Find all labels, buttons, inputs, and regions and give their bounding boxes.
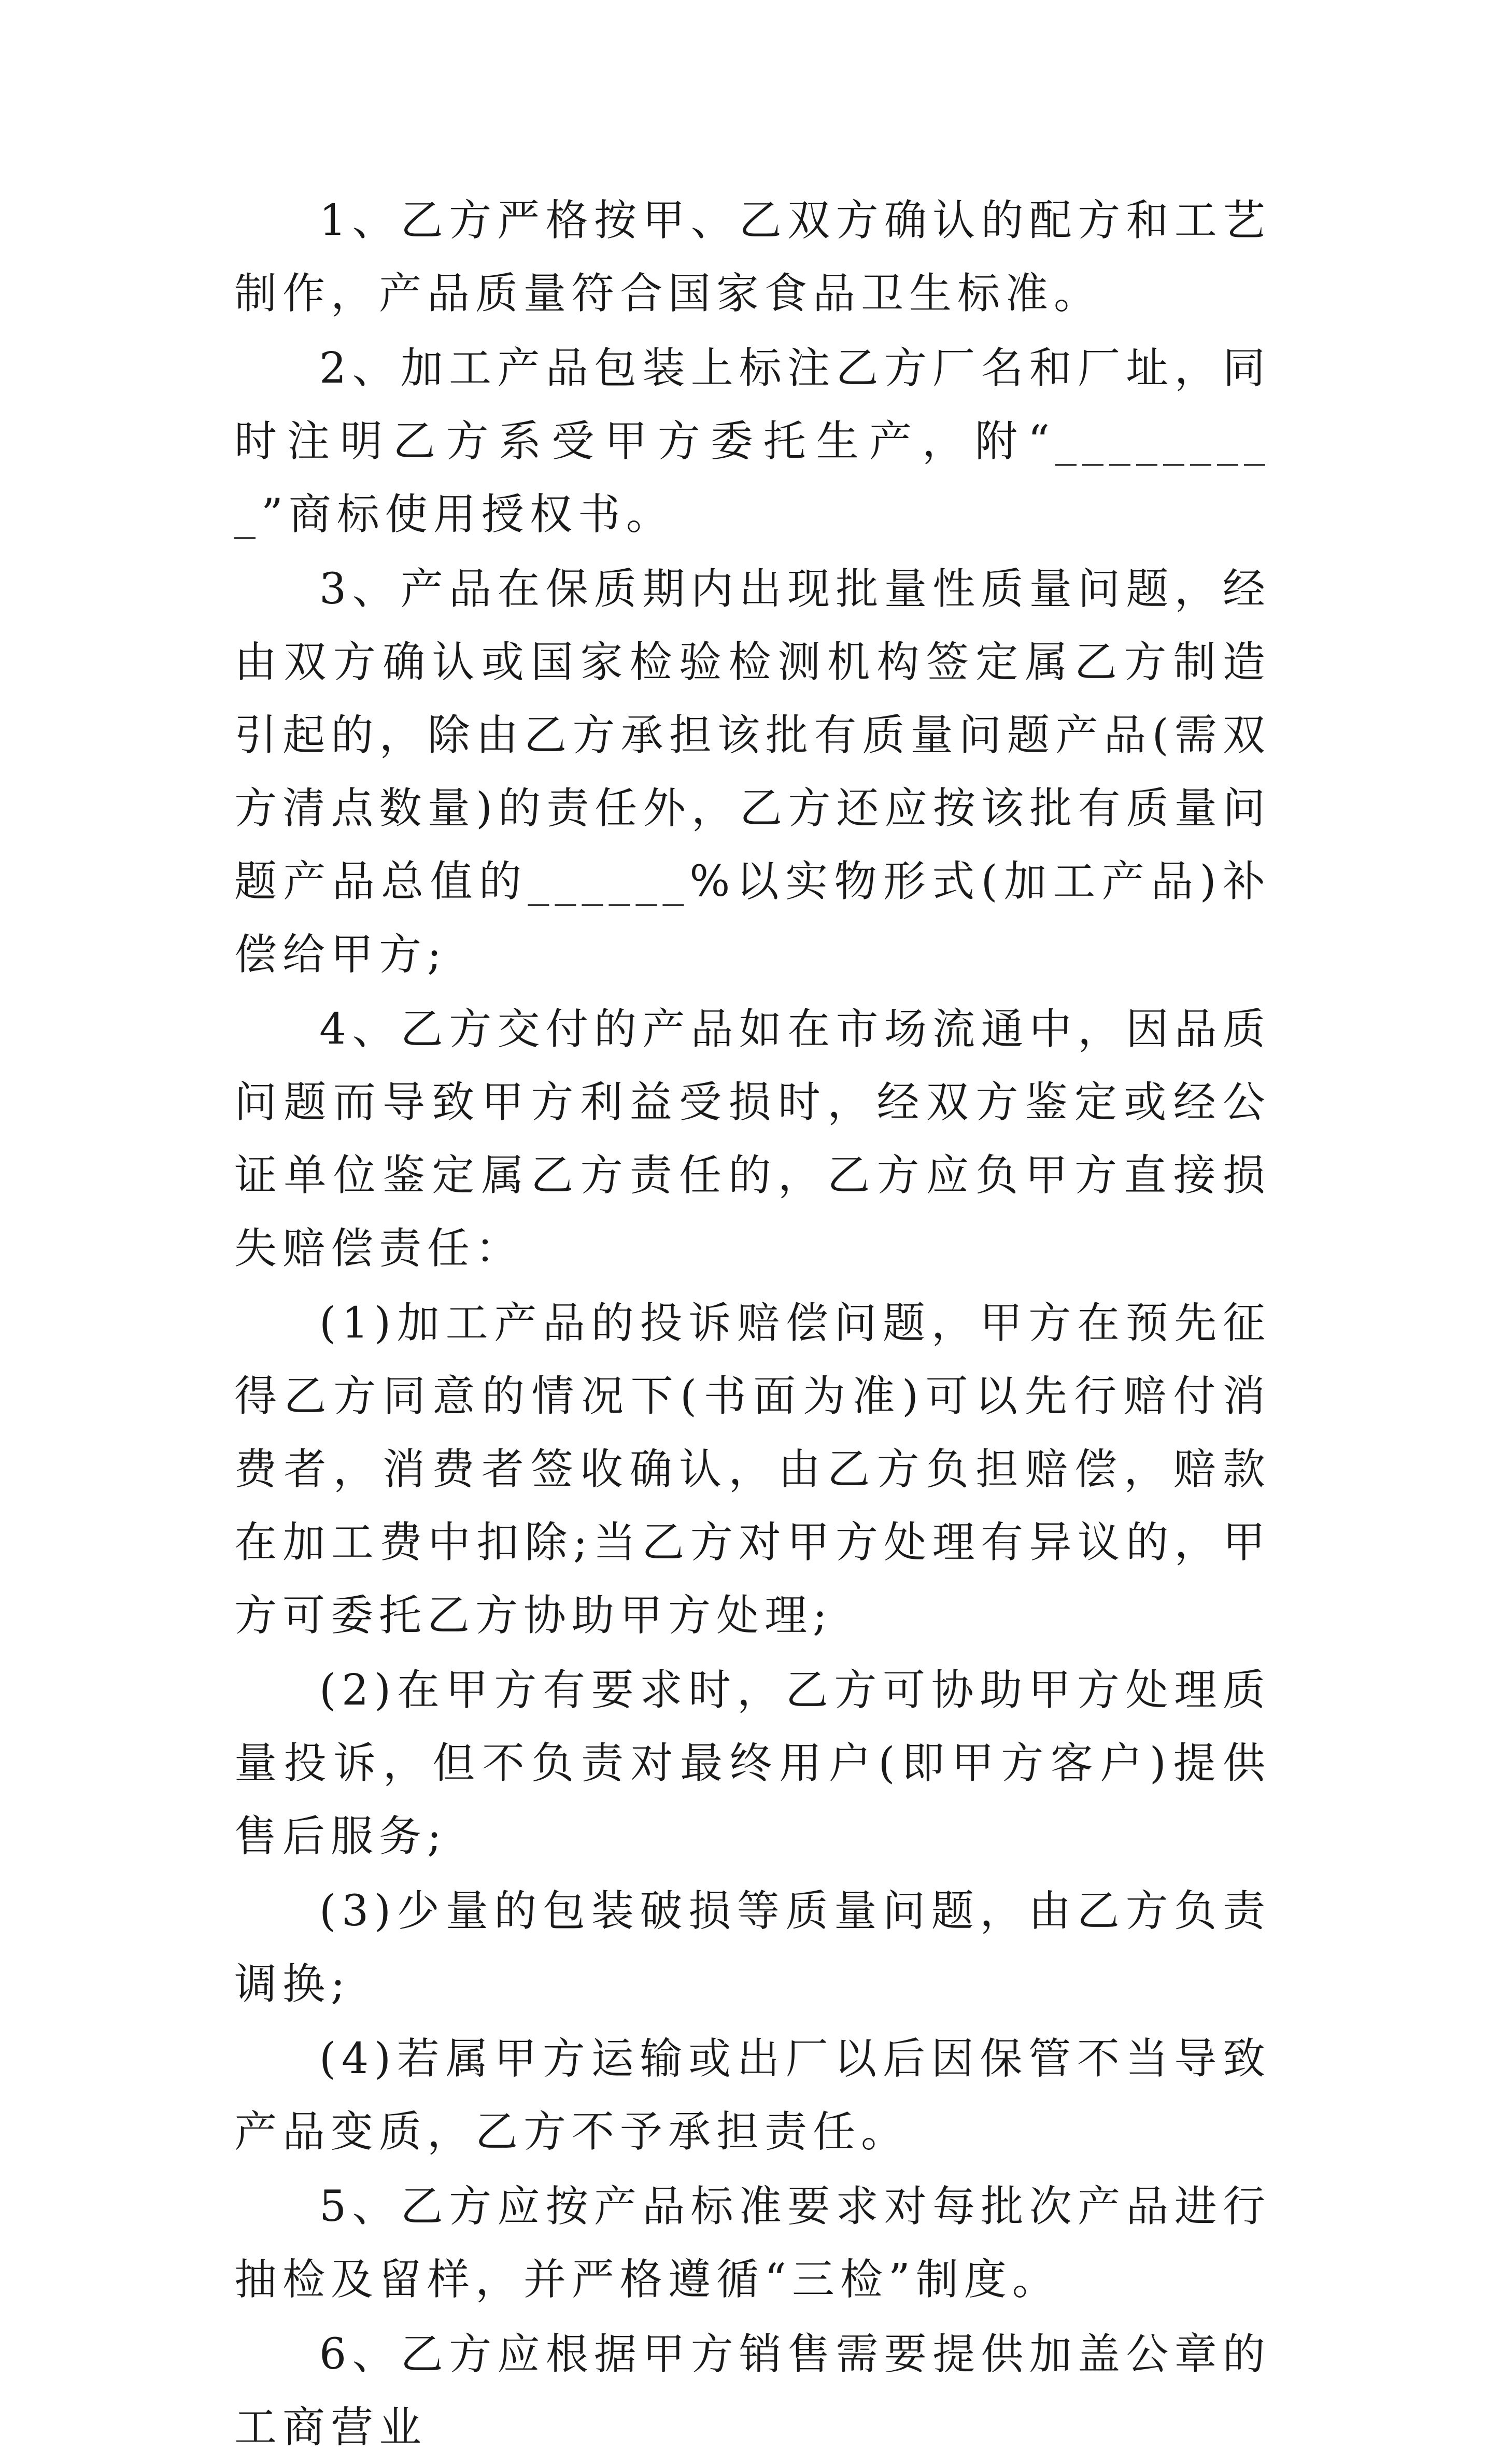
paragraph-clause-4-item-1: (1)加工产品的投诉赔偿问题，甲方在预先征得乙方同意的情况下(书面为准)可以先行赔付消费者，消费者签收确认，由乙方负担赔偿，赔款在加工费中扣除;当乙方对甲方处理有异议的，甲方可委托乙方协助甲方处理; [234,1299,1271,1640]
paragraph-clause-4-item-4: (4)若属甲方运输或出厂以后因保管不当导致产品变质，乙方不予承担责任。 [234,2034,1271,2157]
paragraph-clause-6: 6、乙方应根据甲方销售需要提供加盖公章的工商营业 [234,2330,1271,2452]
paragraph-clause-4-item-3: (3)少量的包装破损等质量问题，由乙方负责调换; [234,1886,1271,2009]
paragraph-clause-5: 5、乙方应按产品标准要求对每批次产品进行抽检及留样，并严格遵循“三检”制度。 [234,2182,1271,2304]
paragraph-clause-1: 1、乙方严格按甲、乙双方确认的配方和工艺制作，产品质量符合国家食品卫生标准。 [234,196,1271,318]
paragraph-clause-2: 2、加工产品包装上标注乙方厂名和厂址，同时注明乙方系受甲方委托生产，附“_________”商标使用授权书。 [234,344,1271,539]
paragraph-clause-3: 3、产品在保质期内出现批量性质量问题，经由双方确认或国家检验检测机构签定属乙方制造引起的，除由乙方承担该批有质量问题产品(需双方清点数量)的责任外，乙方还应按该批有质量问题产品总值的______%以实物形式(加工产品)补偿给甲方; [234,565,1271,979]
paragraph-clause-4-item-2: (2)在甲方有要求时，乙方可协助甲方处理质量投诉，但不负责对最终用户(即甲方客户)提供售后服务; [234,1666,1271,1861]
document-body [234,184,1271,2464]
paragraph-clause-4: 4、乙方交付的产品如在市场流通中，因品质问题而导致甲方利益受损时，经双方鉴定或经公证单位鉴定属乙方责任的，乙方应负甲方直接损失赔偿责任： [234,1005,1271,1273]
